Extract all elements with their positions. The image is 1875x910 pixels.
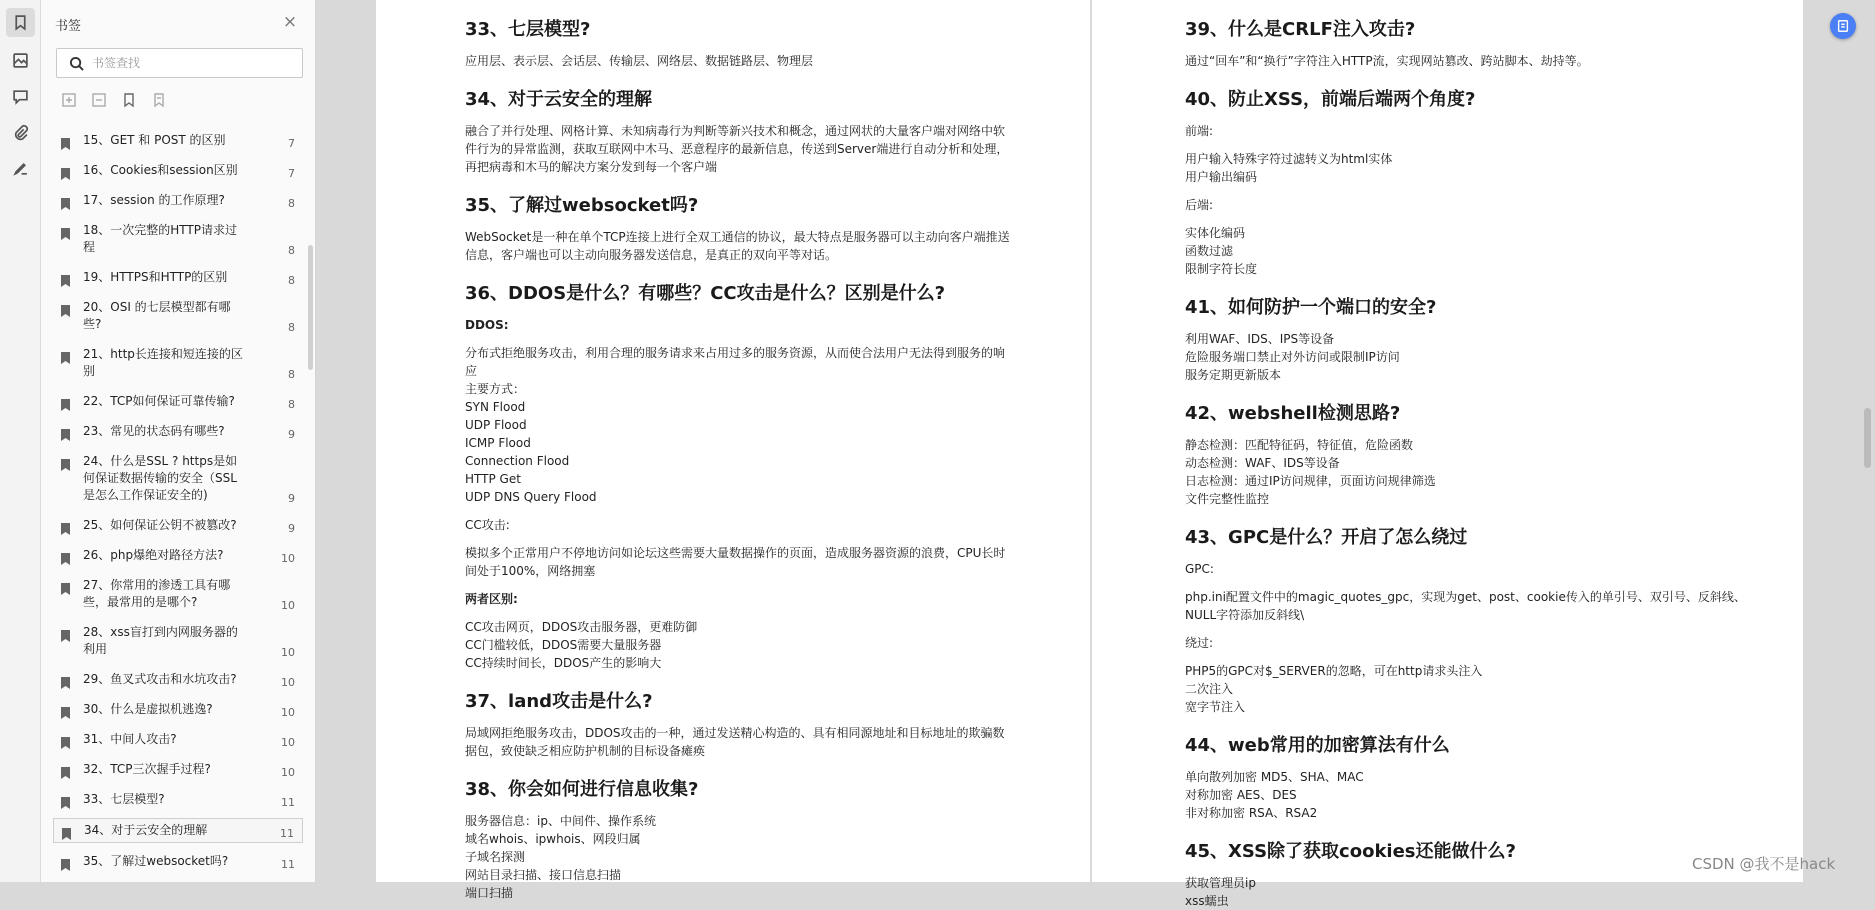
section-heading: 37、land攻击是什么? (465, 691, 653, 712)
document-viewer (316, 0, 1875, 908)
text-line: WebSocket是一种在单个TCP连接上进行全双工通信的协议，最大特点是服务器可以主动向客户端推送 (465, 230, 1010, 244)
paragraph (1185, 436, 1755, 508)
paragraph (465, 52, 1005, 70)
paragraph (1185, 52, 1755, 70)
document-scrollbar[interactable] (1861, 0, 1875, 882)
paragraph (465, 812, 1005, 902)
paragraph (1185, 224, 1755, 278)
text-line: CC持续时间长，DDOS产生的影响大 (465, 656, 662, 670)
paragraph (1185, 588, 1755, 624)
bookmark-page-number: 11 (281, 796, 295, 809)
paragraph (1185, 330, 1755, 384)
text-line: CC攻击网页，DDOS攻击服务器，更难防御 (465, 620, 698, 634)
section-heading: 44、web常用的加密算法有什么 (1185, 735, 1450, 756)
bookmark-icon (61, 734, 71, 746)
bookmark-icon (61, 195, 71, 207)
text-line: PHP5的GPC对$_SERVER的忽略，可在http请求头注入 (1185, 664, 1483, 678)
text-line: 动态检测：WAF、IDS等设备 (1185, 456, 1340, 470)
bookmark-page-number: 11 (281, 858, 295, 871)
bookmark-item[interactable] (53, 621, 303, 661)
bookmark-page-number: 9 (288, 522, 295, 535)
add-bookmark-icon[interactable] (121, 92, 137, 108)
bookmark-page-number: 10 (281, 599, 295, 612)
bookmark-page-number: 10 (281, 646, 295, 659)
bookmark-label: 15、GET 和 POST 的区别 (83, 133, 226, 147)
bookmark-icon (61, 225, 71, 237)
bookmark-icon (61, 349, 71, 361)
bookmark-icon (61, 674, 71, 686)
bookmark-label: 24、什么是SSL ? https是如何保证数据传输的安全（SSL是怎么工作保证安全的) (83, 454, 238, 502)
text-line: 主要方式： (465, 382, 526, 396)
bookmark-page-number: 8 (288, 321, 295, 334)
paragraph (465, 228, 1010, 264)
section-heading: 40、防止XSS，前端后端两个角度? (1185, 89, 1476, 110)
paragraph (465, 344, 1005, 506)
text-line: NULL字符添加反斜线\ (1185, 608, 1305, 622)
panel-title: 书签 (55, 19, 82, 34)
bookmark-page-number: 7 (288, 137, 295, 150)
text-line: 限制字符长度 (1185, 262, 1258, 276)
signature-icon[interactable] (6, 154, 35, 183)
bookmark-item[interactable] (53, 189, 303, 212)
text-line: HTTP Get (465, 472, 521, 486)
bookmark-label: 31、中间人攻击? (83, 732, 177, 746)
text-line: 服务定期更新版本 (1185, 368, 1282, 382)
paragraph (465, 618, 1005, 672)
page-content (465, 0, 1010, 902)
text-line: 静态检测：匹配特征码，特征值，危险函数 (1185, 438, 1414, 452)
bookmark-icon[interactable] (6, 8, 35, 37)
text-line: 应 (465, 364, 478, 378)
bookmark-label: 20、OSI 的七层模型都有哪些? (83, 300, 231, 331)
bookmark-icon (61, 627, 71, 639)
bookmark-label: 25、如何保证公钥不被篡改? (83, 518, 237, 532)
bookmark-item[interactable] (53, 698, 303, 721)
bookmark-toolbar (61, 92, 167, 108)
text-line: GPC: (1185, 562, 1214, 576)
bookmark-icon (61, 794, 71, 806)
text-line: 子域名探测 (465, 850, 526, 864)
bookmark-item[interactable] (53, 343, 303, 383)
bookmark-label: 28、xss盲打到内网服务器的利用 (83, 625, 238, 656)
bookmark-label: 21、http长连接和短连接的区别 (83, 347, 243, 378)
text-line: 非对称加密 RSA、RSA2 (1185, 806, 1318, 820)
text-line: 危险服务端口禁止对外访问或限制IP访问 (1185, 350, 1400, 364)
section-heading: 41、如何防护一个端口的安全? (1185, 297, 1437, 318)
bookmark-page-number: 10 (281, 706, 295, 719)
bookmark-label: 16、Cookies和session区别 (83, 163, 238, 177)
bookmark-item[interactable] (53, 544, 303, 567)
bookmark-item[interactable] (53, 390, 303, 413)
text-line: 用户输出编码 (1185, 170, 1258, 184)
paragraph (465, 544, 1005, 580)
bookmark-label: 30、什么是虚拟机逃逸? (83, 702, 213, 716)
paragraph (465, 316, 1005, 334)
text-line: 二次注入 (1185, 682, 1234, 696)
paragraph (1185, 874, 1755, 910)
bookmark-item[interactable] (53, 758, 303, 781)
document-icon (1836, 19, 1850, 33)
thumbnail-icon[interactable] (6, 46, 35, 75)
bookmark-panel (41, 0, 316, 882)
bookmark-page-number: 8 (288, 368, 295, 381)
bookmark-label: 29、鱼叉式攻击和水坑攻击? (83, 672, 237, 686)
bookmark-label: 19、HTTPS和HTTP的区别 (83, 270, 228, 284)
bookmark-item[interactable] (53, 668, 303, 691)
paragraph (465, 516, 1005, 534)
bookmark-icon (62, 825, 72, 837)
bookmark-page-number: 9 (288, 492, 295, 505)
bookmark-item[interactable] (53, 818, 303, 843)
bookmark-item[interactable] (53, 514, 303, 537)
bookmark-list (53, 129, 303, 880)
paragraph (1185, 560, 1755, 578)
bookmark-search-input[interactable] (92, 56, 292, 70)
section-heading: 33、七层模型? (465, 19, 591, 40)
text-line: 域名whois、ipwhois、网段归属 (465, 832, 641, 846)
expand-all-icon[interactable] (61, 92, 77, 108)
bookmark-item[interactable] (53, 266, 303, 289)
float-tool-button[interactable] (1830, 13, 1856, 39)
text-line: 函数过滤 (1185, 244, 1234, 258)
watermark: CSDN @我不是hack (1692, 855, 1836, 873)
text-line: 日志检测：通过IP访问规律，页面访问规律筛选 (1185, 474, 1436, 488)
text-line: 绕过: (1185, 636, 1214, 650)
paragraph (1185, 122, 1755, 140)
bookmark-label: 35、了解过websocket吗? (83, 854, 229, 868)
bookmark-label: 26、php爆绝对路径方法? (83, 548, 224, 562)
text-line: 局域网拒绝服务攻击，DDOS攻击的一种，通过发送精心构造的、具有相同源地址和目标地址的欺骗数 (465, 726, 1005, 740)
bookmark-label: 17、session 的工作原理? (83, 193, 225, 207)
paragraph (465, 724, 1005, 760)
bookmark-item[interactable] (53, 788, 303, 811)
text-line: CC攻击: (465, 518, 510, 532)
bookmark-item[interactable] (53, 296, 303, 336)
text-line: 信息，客户端也可以主动向服务器发送信息，是真正的双向平等对话。 (465, 248, 838, 262)
text-line: ICMP Flood (465, 436, 531, 450)
bookmark-label: 18、一次完整的HTTP请求过程 (83, 223, 237, 254)
section-heading: 34、对于云安全的理解 (465, 89, 653, 110)
text-line: 实体化编码 (1185, 226, 1246, 240)
text-line: 服务器信息：ip、中间件、操作系统 (465, 814, 656, 828)
bookmark-item[interactable] (53, 420, 303, 443)
paragraph (1185, 634, 1755, 652)
bookmark-icon (61, 426, 71, 438)
text-line: 用户输入特殊字符过滤转义为html实体 (1185, 152, 1393, 166)
paragraph (465, 122, 1009, 176)
paragraph (1185, 662, 1755, 716)
text-line: 网站目录扫描、接口信息扫描 (465, 868, 622, 882)
tool-rail (0, 0, 41, 882)
bookmark-icon (61, 580, 71, 592)
text-line: 后端: (1185, 198, 1214, 212)
bookmark-page-number: 10 (281, 736, 295, 749)
text-line: 据包，致使缺乏相应防护机制的目标设备瘫痪 (465, 744, 706, 758)
bookmark-icon (61, 396, 71, 408)
section-heading: 35、了解过websocket吗? (465, 195, 699, 216)
bookmark-icon (61, 704, 71, 716)
bookmark-item[interactable] (53, 728, 303, 751)
bookmark-page-number: 8 (288, 274, 295, 287)
comment-icon[interactable] (6, 82, 35, 111)
bookmark-icon (61, 856, 71, 868)
paragraph (1185, 196, 1755, 214)
section-heading: 43、GPC是什么？开启了怎么绕过 (1185, 527, 1468, 548)
close-icon[interactable]: × (282, 12, 298, 32)
bookmark-item[interactable] (53, 574, 303, 614)
text-line: 单向散列加密 MD5、SHA、MAC (1185, 770, 1364, 784)
bookmark-page-number: 10 (281, 676, 295, 689)
text-line: 宽字节注入 (1185, 700, 1246, 714)
paragraph (465, 590, 1005, 608)
section-heading: 45、XSS除了获取cookies还能做什么? (1185, 841, 1516, 862)
bookmark-item[interactable] (53, 129, 303, 152)
bookmark-page-number: 11 (280, 827, 294, 840)
bookmark-page-number: 8 (288, 398, 295, 411)
bookmark-icon (61, 302, 71, 314)
text-line: 应用层、表示层、会话层、传输层、网络层、数据链路层、物理层 (465, 54, 814, 68)
text-line: UDP DNS Query Flood (465, 490, 597, 504)
text-line: Connection Flood (465, 454, 570, 468)
bookmark-page-number: 7 (288, 167, 295, 180)
bookmark-label: 32、TCP三次握手过程? (83, 762, 211, 776)
bookmark-label: 34、对于云安全的理解 (84, 823, 208, 837)
text-line: 融合了并行处理、网格计算、未知病毒行为判断等新兴技术和概念，通过网状的大量客户端对网络中软 (465, 124, 1006, 138)
text-line: CC门槛较低，DDOS需要大量服务器 (465, 638, 662, 652)
collapse-all-icon[interactable] (91, 92, 107, 108)
text-line: php.ini配置文件中的magic_quotes_gpc，实现为get、post、cookie传入的单引号、双引号、反斜线、 (1185, 590, 1746, 604)
section-heading: 38、你会如何进行信息收集? (465, 779, 699, 800)
bookmark-icon (61, 456, 71, 468)
text-line: DDOS: (465, 318, 509, 332)
text-line: 分布式拒绝服务攻击，利用合理的服务请求来占用过多的服务资源，从而使合法用户无法得到服务的响 (465, 346, 1006, 360)
scrollbar-thumb[interactable] (1864, 408, 1871, 468)
text-line: 间处于100%，网络拥塞 (465, 564, 596, 578)
bookmark-icon (61, 764, 71, 776)
text-line: 对称加密 AES、DES (1185, 788, 1297, 802)
bookmark-item[interactable] (53, 850, 303, 873)
bookmark-icon (61, 165, 71, 177)
bookmark-page-number: 9 (288, 428, 295, 441)
text-line: 端口扫描 (465, 886, 514, 900)
bookmark-page-number: 8 (288, 197, 295, 210)
text-line: UDP Flood (465, 418, 527, 432)
text-line: 前端: (1185, 124, 1214, 138)
paragraph (1185, 768, 1755, 822)
bookmark-icon (61, 272, 71, 284)
bookmark-icon (61, 550, 71, 562)
bookmark-label: 33、七层模型? (83, 792, 165, 806)
bookmark-item[interactable] (53, 450, 303, 507)
attachment-icon[interactable] (6, 118, 35, 147)
bookmark-label: 22、TCP如何保证可靠传输? (83, 394, 235, 408)
text-line: SYN Flood (465, 400, 526, 414)
bookmark-label: 27、你常用的渗透工具有哪些，最常用的是哪个? (83, 578, 231, 609)
bookmark-page-number: 10 (281, 552, 295, 565)
document-page-right (1092, 0, 1803, 908)
bookmark-icon (61, 520, 71, 532)
search-icon (69, 56, 84, 71)
text-line: 两者区别: (465, 592, 518, 606)
section-heading: 36、DDOS是什么？有哪些？CC攻击是什么？区别是什么? (465, 283, 946, 304)
bookmark-page-number: 8 (288, 244, 295, 257)
bookmark-item[interactable] (53, 219, 303, 259)
panel-scrollbar[interactable] (308, 245, 313, 370)
page-content (1185, 0, 1755, 910)
delete-bookmark-icon[interactable] (151, 92, 167, 108)
text-line: 获取管理员ip (1185, 876, 1256, 890)
text-line: 模拟多个正常用户不停地访问如论坛这些需要大量数据操作的页面，造成服务器资源的浪费，CPU长时 (465, 546, 1006, 560)
bookmark-search[interactable] (56, 48, 303, 78)
bookmark-page-number: 10 (281, 766, 295, 779)
section-heading: 39、什么是CRLF注入攻击? (1185, 19, 1416, 40)
bookmark-label: 23、常见的状态码有哪些? (83, 424, 225, 438)
document-page-left (376, 0, 1090, 900)
text-line: 通过“回车”和“换行”字符注入HTTP流，实现网站篡改、跨站脚本、劫持等。 (1185, 54, 1589, 68)
text-line: 文件完整性监控 (1185, 492, 1270, 506)
bookmark-icon (61, 135, 71, 147)
section-heading: 42、webshell检测思路? (1185, 403, 1401, 424)
text-line: xss蠕虫 (1185, 894, 1229, 908)
text-line: 再把病毒和木马的解决方案分发到每一个客户端 (465, 160, 718, 174)
text-line: 件行为的异常监测，获取互联网中木马、恶意程序的最新信息，传送到Server端进行自动分析和处理， (465, 142, 1009, 156)
text-line: 利用WAF、IDS、IPS等设备 (1185, 332, 1335, 346)
bookmark-item[interactable] (53, 159, 303, 182)
paragraph (1185, 150, 1755, 186)
